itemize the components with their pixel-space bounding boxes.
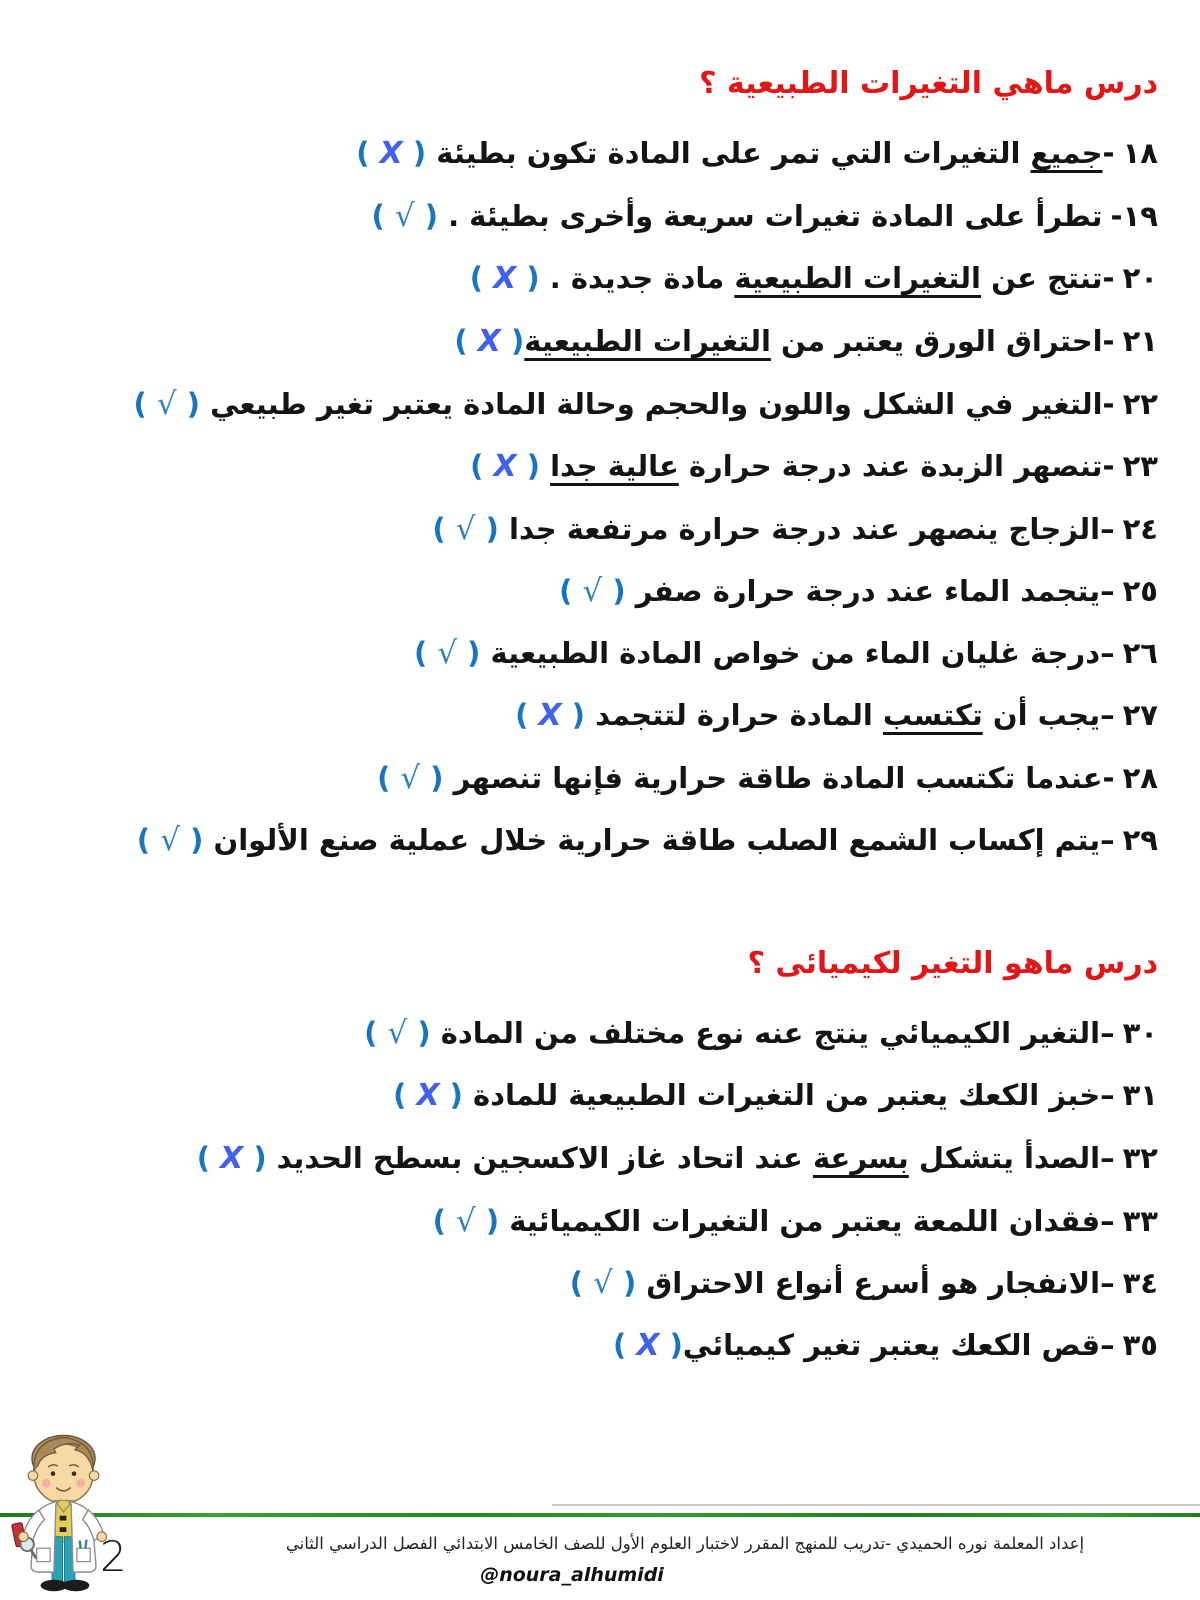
question-number: ٣٣ [1122,1204,1158,1238]
question-number: ١٨ [1122,136,1158,170]
question-item [40,122,1158,185]
question-number: ٢٠ [1122,261,1158,295]
footer-handle: @noura_alhumidi [480,1564,664,1586]
question-text: –التغير الكيميائي ينتج عنه نوع مختلف من المادة [430,1016,1115,1050]
question-text: –قص الكعك يعتبر تغير كيميائي [682,1328,1115,1362]
question-item [40,498,1158,560]
question-item [40,1314,1158,1377]
question-item [40,684,1158,747]
question-item [40,247,1158,310]
answer-check-mark: ( √ ) [377,760,444,796]
question-text: –الصدأ يتشكل بسرعة عند اتحاد غاز الاكسجين بسطح الحديد [266,1141,1115,1175]
question-number: ٢٥ [1122,574,1158,608]
question-number: ٢١ [1122,324,1158,358]
answer-cross-mark: ( X ) [613,1328,683,1363]
question-text: -تنصهر الزبدة عند درجة حرارة عالية جدا [550,449,1115,483]
question-text: –درجة غليان الماء من خواص المادة الطبيعية [480,636,1115,670]
answer-check-mark: ( √ ) [569,1265,637,1301]
answer-check-mark: ( √ ) [136,822,204,858]
question-text: -جميع التغيرات التي تمر على المادة تكون بطيئة [426,136,1115,170]
section-title: درس ماهي التغيرات الطبيعية ؟ [699,66,1158,101]
section-title: درس ماهو التغير لكيميائى ؟ [747,946,1158,981]
question-item [40,373,1158,435]
question-section [40,944,1158,1377]
question-number: ٣٤ [1122,1266,1158,1300]
question-item [40,310,1158,373]
question-number: ٣٢ [1122,1141,1158,1175]
answer-cross-mark: ( X ) [454,324,525,359]
question-number: ٣٠ [1122,1016,1158,1050]
divider-gray-line [552,1504,1200,1506]
question-text: –خبز الكعك يعتبر من التغيرات الطبيعية للمادة [462,1078,1115,1112]
answer-check-mark: ( √ ) [133,386,200,422]
question-text: -عندما تكتسب المادة طاقة حرارية فإنها تنصهر [443,761,1115,795]
question-item [40,1064,1158,1127]
question-text: –يجب أن تكتسب المادة حرارة لتتجمد [585,698,1115,732]
question-item [40,747,1158,809]
question-text: تطرأ على المادة تغيرات سريعة وأخرى بطيئة . [437,199,1103,233]
answer-cross-mark: ( X ) [196,1141,267,1176]
question-number: ٣٥ [1122,1328,1158,1362]
answer-check-mark: ( √ ) [371,198,438,234]
answer-check-mark: ( √ ) [432,511,499,547]
question-text: -احتراق الورق يعتبر من التغيرات الطبيعية [524,324,1115,358]
answer-cross-mark: ( X ) [515,698,585,733]
question-item [40,622,1158,684]
answer-cross-mark: ( X ) [469,261,540,296]
answer-check-mark: ( √ ) [364,1015,431,1051]
question-text: –يتم إكساب الشمع الصلب طاقة حرارية خلال عملية صنع الألوان [203,823,1115,857]
divider-green-line [0,1513,1200,1517]
question-section [40,64,1158,871]
footer-credit: إعداد المعلمة نوره الحميدي -تدريب للمنهج المقرر لاختبار العلوم الأول للصف الخامس الابتدائي الفصل الدراسي الثاني [285,1534,1085,1553]
page-number: 2 [100,1532,127,1581]
question-number: ٢٣ [1122,449,1158,483]
answer-check-mark: ( √ ) [432,1203,500,1239]
answer-cross-mark: ( X ) [356,136,427,171]
question-item [40,1190,1158,1252]
question-number: ٣١ [1122,1078,1158,1112]
question-number: ٢٢ [1122,387,1158,421]
answer-check-mark: ( √ ) [559,573,626,609]
question-item [40,560,1158,622]
question-text: –يتجمد الماء عند درجة حرارة صفر [625,574,1115,608]
question-item [40,1252,1158,1314]
question-text: –فقدان اللمعة يعتبر من التغيرات الكيميائية [499,1204,1115,1238]
question-number: ٢٧ [1122,698,1158,732]
question-text: -التغير في الشكل واللون والحجم وحالة المادة يعتبر تغير طبيعي [199,387,1115,421]
question-item [40,1127,1158,1190]
question-item [40,809,1158,871]
answer-cross-mark: ( X ) [393,1078,463,1113]
question-text: –الانفجار هو أسرع أنواع الاحتراق [636,1266,1115,1300]
answer-cross-mark: ( X ) [470,449,540,484]
question-number: ٢٨ [1122,761,1158,795]
question-number: ١٩- [1110,199,1158,233]
question-item [40,435,1158,498]
question-text: -تنتج عن التغيرات الطبيعية مادة جديدة . [539,261,1115,295]
question-item [40,185,1158,247]
question-number: ٢٤ [1122,512,1158,546]
question-number: ٢٩ [1122,823,1158,857]
question-text: –الزجاج ينصهر عند درجة حرارة مرتفعة جدا [498,512,1115,546]
question-item [40,1002,1158,1064]
question-number: ٢٦ [1122,636,1158,670]
answer-check-mark: ( √ ) [413,635,481,671]
